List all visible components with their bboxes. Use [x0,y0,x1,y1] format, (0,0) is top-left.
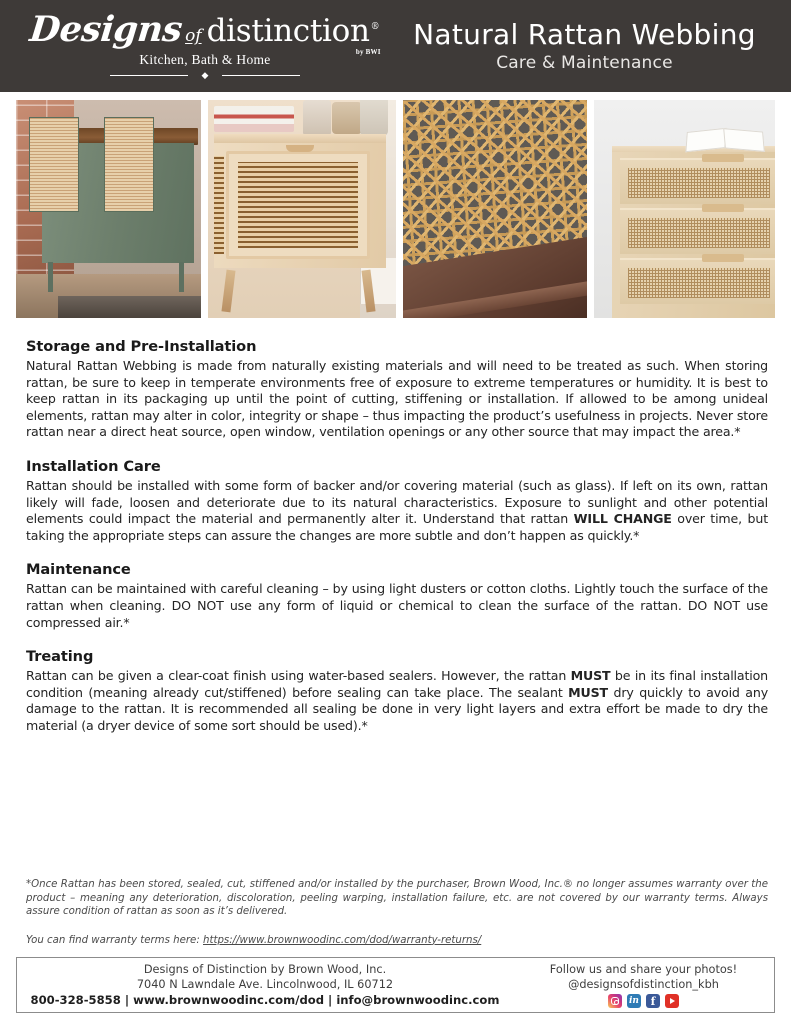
photo-rattan-dresser [594,100,775,318]
footer-company-info [17,962,513,1008]
page-title: Natural Rattan Webbing [413,18,756,52]
paragraph-part: Rattan should be installed with some form of backer and/or covering material (such as glass). If left on its own, rattan likely will fade, loosen and deteriorate due to its natural characteristics. Exposure to sunlight and other potential elements could impact the material and permanently alter it. Understand that rattan [26,477,768,527]
paragraph-part: over time, but taking the appropriate steps can assure the changes are more subtle and don’t happen as quickly.* [26,511,768,543]
paragraph-part: be in its final installation condition (meaning already cut/stiffened) before sealing can take place. The sealant [26,668,768,700]
footnotes-block [26,878,768,946]
footer-social-block [513,962,774,1008]
social-icon-row [513,994,774,1008]
registered-trademark-icon: ® [370,22,380,32]
section-maintenance [26,561,768,631]
warranty-terms-link[interactable]: https://www.brownwoodinc.com/dod/warranty-returns/ [203,934,482,946]
photo-sage-green-cabinet [16,100,201,318]
footer-company-name: Designs of Distinction by Brown Wood, Inc. [143,963,387,976]
section-paragraph: Natural Rattan Webbing is made from naturally existing materials and will need to be treated as such. When storing rattan, be sure to keep in temperate environments free of exposure to extreme temperatures or humidity. It is best to keep rattan in its packaging up until the point of cutting, stiffening or installation. If allowed to be among unideal elements, rattan may alter in color, integrity or shape – thus impacting the product’s usefulness in projects. Never store rattan near a direct heat source, open window, ventilation openings or any other source that may impact the area.* [26,358,768,440]
section-heading: Installation Care [26,457,161,475]
section-heading: Maintenance [26,561,131,579]
warranty-link-row [26,935,768,946]
footer-social-handle: @designsofdistinction_kbh [568,978,719,991]
section-heading: Storage and Pre-Installation [26,338,257,355]
paragraph-part: dry quickly to avoid any damage to the rattan. It is recommended all sealing be done in very light layers and extra effort be made to dry the material (a dryer device of some sort should be used).* [26,684,768,733]
section-paragraph [26,478,768,544]
emphasis-must-2: MUST [568,684,608,700]
page-header [0,0,791,92]
logo-tagline: Kitchen, Bath & Home [139,52,271,67]
logo-of-text: of [185,26,202,46]
section-treating [26,648,768,734]
youtube-icon[interactable] [665,994,679,1008]
page-subtitle: Care & Maintenance [496,52,673,73]
brand-logo [0,0,400,92]
photo-gallery-strip [16,100,775,318]
section-paragraph: Rattan can be maintained with careful cleaning – by using light dusters or cotton cloths. Lightly touch the surface of the rattan when cleaning. DO NOT use any form of liquid or chemical to clean the surface of the rattan. DO NOT use compressed air.* [26,581,768,630]
section-heading: Treating [26,648,94,666]
emphasis-must-1: MUST [570,668,611,684]
footer-contact[interactable]: 800-328-5858 | www.brownwoodinc.com/dod | info@brownwoodinc.com [30,993,500,1007]
logo-distinction-text: distinction [206,13,370,49]
logo-wordmark [28,9,381,56]
linkedin-icon[interactable]: in [627,994,641,1008]
logo-designs-text: Designs [28,9,185,50]
warranty-link-label: You can find warranty terms here: [26,934,203,946]
emphasis-will-change: WILL CHANGE [573,511,672,527]
footer-follow-label: Follow us and share your photos! [549,963,738,976]
logo-divider-rule [110,71,300,80]
instagram-icon[interactable] [608,994,622,1008]
paragraph-part: Rattan can be given a clear-coat finish using water-based sealers. However, the rattan [26,668,571,684]
document-body [26,338,768,752]
logo-byline: by BWI [355,48,381,56]
facebook-icon[interactable]: f [646,994,660,1008]
section-installation-care [26,458,768,544]
footer-address: 7040 N Lawndale Ave. Lincolnwood, IL 60712 [136,978,394,991]
diamond-ornament-icon: ◆ [201,70,209,80]
header-title-block [400,0,791,92]
warranty-disclaimer: *Once Rattan has been stored, sealed, cut, stiffened and/or installed by the purchaser, Brown Wood, Inc.® no longer assumes warranty over the product – meaning any deterioration, discoloration, peeling warping, installation failure, etc. are not covered by our warranty terms. Always assure condition of rattan as soon as it’s delivered. [26,879,768,918]
section-storage-and-pre-installation [26,338,768,441]
photo-light-wood-nightstand [208,100,396,318]
photo-rattan-weave-closeup [403,100,588,318]
section-paragraph [26,668,768,734]
page-footer [16,957,775,1013]
